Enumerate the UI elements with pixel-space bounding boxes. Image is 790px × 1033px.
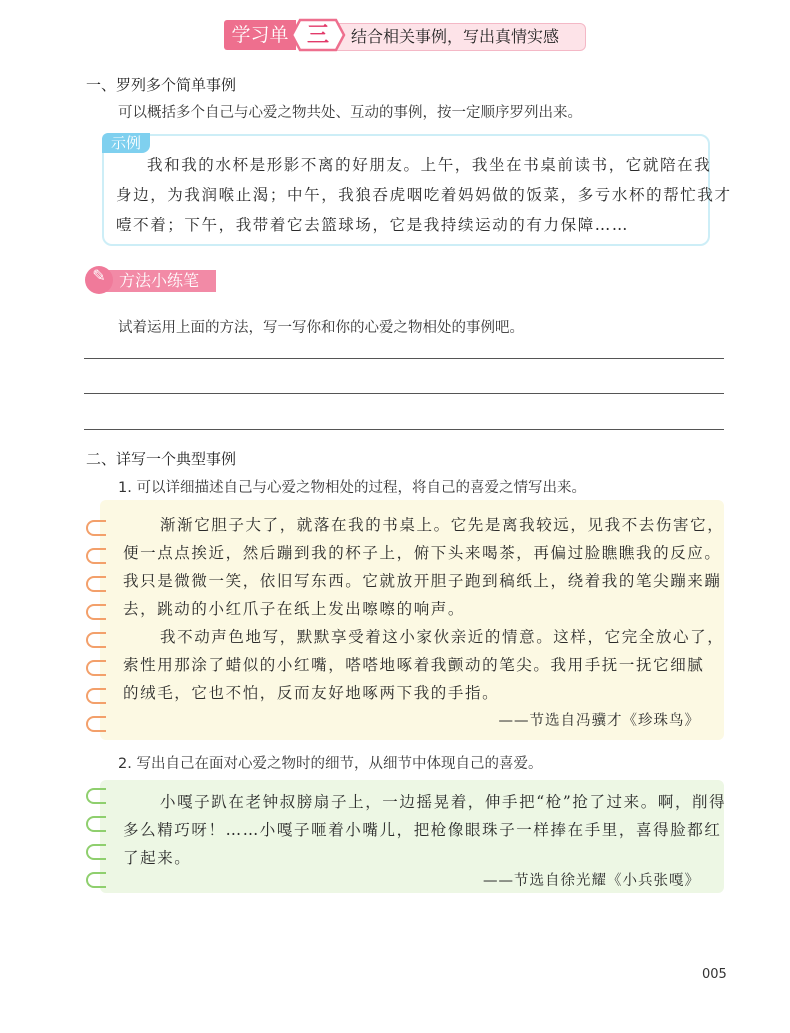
- excerpt1-line: 我只是微微一笑，依旧写东西。它就放开胆子跑到稿纸上，绕着我的笔尖蹦来蹦: [123, 572, 722, 590]
- page-number: 005: [702, 967, 727, 982]
- excerpt1-line: 去，跳动的小红爪子在纸上发出嚓嚓的响声。: [123, 600, 466, 618]
- ring-icon: [86, 632, 106, 648]
- worksheet-banner: [224, 20, 586, 50]
- section2-heading: 二、详写一个典型事例: [86, 450, 237, 468]
- practice-tag-label: 方法小练笔: [93, 270, 216, 292]
- excerpt1-line: 索性用那涂了蜡似的小红嘴，嗒嗒地啄着我颤动的笔尖。我用手抚一抚它细腻: [123, 656, 705, 674]
- example-line: 我和我的水杯是形影不离的好朋友。上午，我坐在书桌前读书，它就陪在我: [147, 156, 712, 174]
- excerpt1-line: 渐渐它胆子大了，就落在我的书桌上。它先是离我较远，见我不去伤害它，: [160, 516, 725, 534]
- excerpt2-line: 了起来。: [123, 849, 192, 867]
- excerpt1-line: 的绒毛，它也不怕，反而友好地啄两下我的手指。: [123, 684, 500, 702]
- example-tag: 示例: [102, 133, 150, 153]
- ring-icon: [86, 660, 106, 676]
- example-line: 身边，为我润喉止渴；中午，我狼吞虎咽吃着妈妈做的饭菜，多亏水杯的帮忙我才: [116, 186, 732, 204]
- section1-heading: 一、罗列多个简单事例: [86, 76, 237, 94]
- banner-label: 学习单: [224, 20, 296, 50]
- ring-icon: [86, 520, 106, 536]
- ring-icon: [86, 688, 106, 704]
- item1-desc: 1. 可以详细描述自己与心爱之物相处的过程，将自己的喜爱之情写出来。: [118, 480, 586, 496]
- banner-title: 结合相关事例，写出真情实感: [324, 23, 586, 51]
- practice-prompt: 试着运用上面的方法，写一写你和你的心爱之物相处的事例吧。: [118, 320, 524, 336]
- section1-desc: 可以概括多个自己与心爱之物共处、互动的事例，按一定顺序罗列出来。: [118, 105, 582, 121]
- item2-desc: 2. 写出自己在面对心爱之物时的细节，从细节中体现自己的喜爱。: [118, 756, 543, 772]
- ring-icon: [86, 548, 106, 564]
- writing-line[interactable]: [84, 393, 724, 394]
- ring-icon: [86, 844, 106, 860]
- excerpt2-line: 小嘎子趴在老钟叔膀扇子上，一边摇晃着，伸手把“枪”抢了过来。啊，削得: [160, 793, 727, 811]
- ring-icon: [86, 788, 106, 804]
- ring-icon: [86, 576, 106, 592]
- banner-number-badge: [290, 18, 346, 52]
- excerpt1-line: 便一点点挨近，然后蹦到我的杯子上，俯下头来喝茶，再偏过脸瞧瞧我的反应。: [123, 544, 722, 562]
- writing-line[interactable]: [84, 429, 724, 430]
- excerpt1-line: 我不动声色地写，默默享受着这小家伙亲近的情意。这样，它完全放心了，: [160, 628, 725, 646]
- pen-icon: ✎: [85, 266, 113, 294]
- banner-number: 三: [306, 23, 329, 48]
- ring-icon: [86, 716, 106, 732]
- writing-line[interactable]: [84, 358, 724, 359]
- excerpt1-citation: ——节选自冯骥才《珍珠鸟》: [498, 713, 700, 729]
- ring-icon: [86, 872, 106, 888]
- ring-icon: [86, 816, 106, 832]
- example-line: 噎不着；下午，我带着它去篮球场，它是我持续运动的有力保障……: [116, 216, 630, 234]
- excerpt2-citation: ——节选自徐光耀《小兵张嘎》: [483, 873, 700, 889]
- excerpt2-line: 多么精巧呀！……小嘎子咂着小嘴儿，把枪像眼珠子一样捧在手里，喜得脸都红: [123, 821, 722, 839]
- ring-icon: [86, 604, 106, 620]
